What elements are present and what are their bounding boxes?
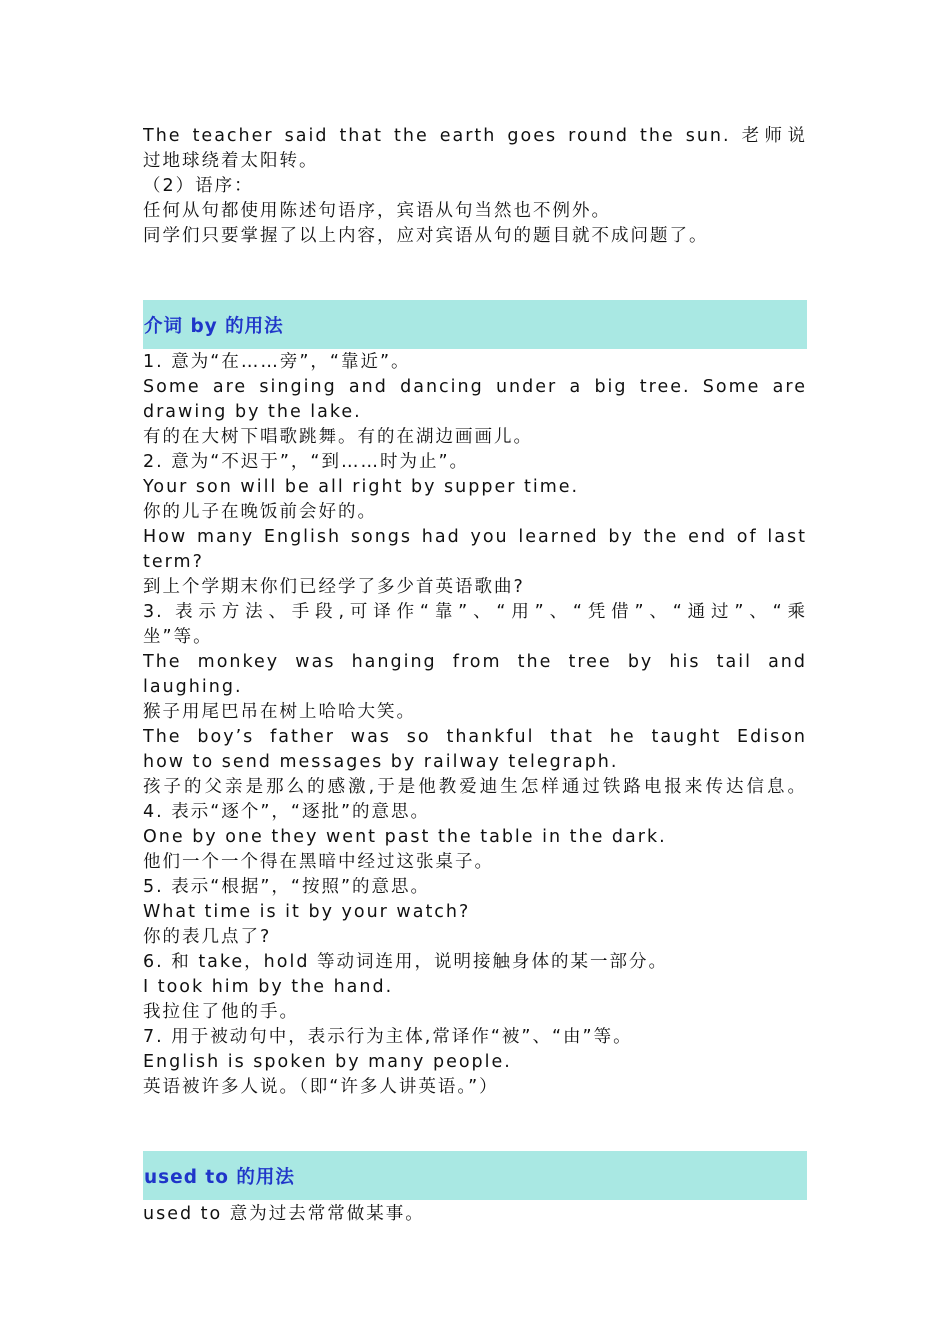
text-line: 4. 表示“逐个”，“逐批”的意思。 [143, 802, 431, 822]
section-body-used-to [143, 1202, 807, 1227]
section-heading-by: 介词 by 的用法 [143, 300, 807, 349]
text-line: The boy’s father was so thankful that he taught Edison [143, 727, 807, 747]
text-line: The monkey was hanging from the tree by his tail and [143, 652, 807, 672]
text-line: Your son will be all right by supper time. [143, 477, 580, 497]
text-line: 1. 意为“在……旁”，“靠近”。 [143, 352, 411, 372]
text-line: 猴子用尾巴吊在树上哈哈大笑。 [143, 702, 416, 722]
text-line: how to send messages by railway telegraph. [143, 752, 619, 772]
text-line: laughing. [143, 677, 243, 697]
text-line: 5. 表示“根据”，“按照”的意思。 [143, 877, 431, 897]
text-line: 我拉住了他的手。 [143, 1002, 299, 1022]
text-line: 有的在大树下唱歌跳舞。有的在湖边画画儿。 [143, 427, 533, 447]
text-line: 3. 表示方法、手段,可译作“靠”、“用”、“凭借”、“通过”、“乘 [143, 602, 807, 622]
text-line: 同学们只要掌握了以上内容，应对宾语从句的题目就不成问题了。 [143, 226, 709, 246]
text-line: One by one they went past the table in the dark. [143, 827, 667, 847]
text-line: I took him by the hand. [143, 977, 394, 997]
text-line: 2. 意为“不迟于”，“到……时为止”。 [143, 452, 470, 472]
text-line: drawing by the lake. [143, 402, 362, 422]
text-line: How many English songs had you learned by the end of last [143, 527, 807, 547]
text-line: English is spoken by many people. [143, 1052, 512, 1072]
text-line: 他们一个一个得在黑暗中经过这张桌子。 [143, 852, 494, 872]
text-line: 英语被许多人说。（即“许多人讲英语。”） [143, 1077, 499, 1097]
text-line: used to 意为过去常常做某事。 [143, 1204, 425, 1224]
text-line: 你的儿子在晚饭前会好的。 [143, 502, 377, 522]
text-line: 过地球绕着太阳转。 [143, 151, 319, 171]
text-line: term? [143, 552, 204, 572]
section-heading-used-to: used to 的用法 [143, 1151, 807, 1200]
text-line: The teacher said that the earth goes round the sun. 老师说 [143, 126, 807, 146]
text-line: 任何从句都使用陈述句语序，宾语从句当然也不例外。 [143, 201, 611, 221]
text-line: 坐”等。 [143, 627, 213, 647]
document-page [143, 124, 807, 1227]
section-spacer [143, 249, 807, 300]
text-line: （2）语序： [143, 176, 254, 196]
text-line: Some are singing and dancing under a big tree. Some are [143, 377, 807, 397]
text-line: 孩子的父亲是那么的感激,于是他教爱迪生怎样通过铁路电报来传达信息。 [143, 777, 807, 797]
text-line: 6. 和 take，hold 等动词连用，说明接触身体的某一部分。 [143, 952, 669, 972]
intro-block [143, 124, 807, 249]
text-line: 到上个学期末你们已经学了多少首英语歌曲? [143, 577, 525, 597]
section-spacer [143, 1100, 807, 1151]
text-line: 7. 用于被动句中，表示行为主体,常译作“被”、“由”等。 [143, 1027, 633, 1047]
section-body-by [143, 350, 807, 1100]
text-line: What time is it by your watch? [143, 902, 471, 922]
text-line: 你的表几点了? [143, 927, 272, 947]
